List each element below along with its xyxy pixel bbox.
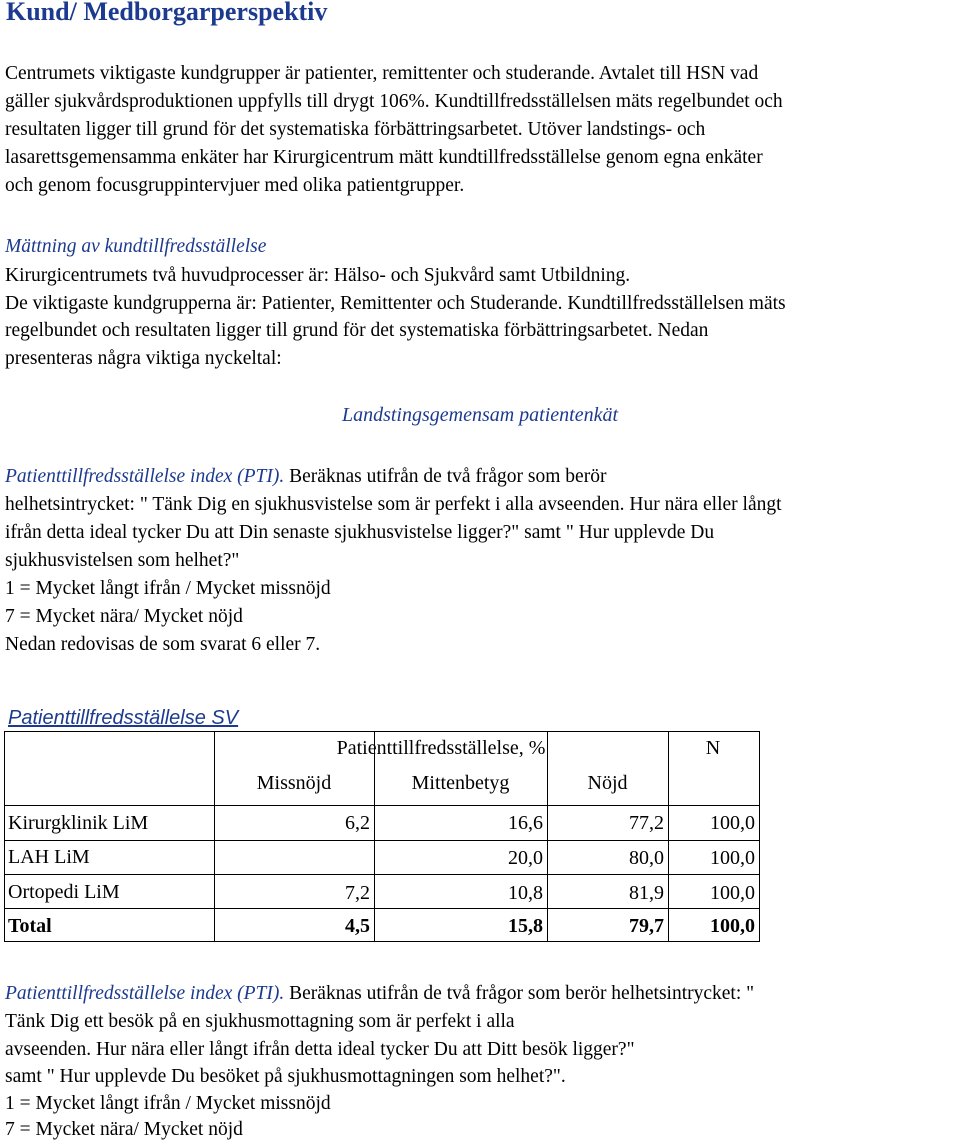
group-header: Patienttillfredsställelse, % [336,737,546,759]
row-name: Kirurgklinik LiM [8,812,149,834]
pti-label: Patienttillfredsställelse index (PTI). [5,983,285,1004]
cell-missnojd: 7,2 [345,882,370,904]
cell-nojd: 79,7 [629,915,664,937]
table-rule [547,732,548,941]
section3-line: samt " Hur upplevde Du besöket på sjukhusmottagningen som helhet?". [5,1066,566,1087]
section3-line: Tänk Dig ett besök på en sjukhusmottagning som är perfekt i alla [5,1011,515,1032]
table-rule [5,805,759,806]
section1-line: Kirurgicentrumets två huvudprocesser är: Hälso- och Sjukvård samt Utbildning. [5,265,631,286]
scale-high: 7 = Mycket nära/ Mycket nöjd [5,606,243,627]
intro-line: lasarettsgemensamma enkäter har Kirurgicentrum mätt kundtillfredsställelse genom egna enkäter [5,147,763,168]
section2-line: sjukhusvistelsen som helhet?" [5,550,240,571]
scale-low: 1 = Mycket långt ifrån / Mycket missnöjd [5,578,331,599]
cell-missnojd: 4,5 [345,915,370,937]
section-heading-patientenkat: Landstingsgemensam patientenkät [341,404,619,426]
table-rule [5,874,759,875]
section2-line: Nedan redovisas de som svarat 6 eller 7. [5,634,321,655]
col-header-missnojd: Missnöjd [256,772,332,794]
satisfaction-table [4,731,760,942]
cell-nojd: 77,2 [629,812,664,834]
section1-line: De viktigaste kundgrupperna är: Patienter, Remittenter och Studerande. Kundtillfredsställelsen mäts [5,293,786,314]
pti-label: Patienttillfredsställelse index (PTI). [5,466,285,487]
table-rule [5,840,759,841]
col-header-nojd: Nöjd [587,772,628,794]
table-rule [5,908,759,909]
cell-n: 100,0 [710,882,755,904]
section1-line: presenteras några viktiga nyckeltal: [5,348,282,369]
page-title: Kund/ Medborgarperspektiv [6,0,328,26]
row-name: Total [8,915,52,937]
cell-mittenbetyg: 10,8 [508,882,543,904]
section2-line: helhetsintrycket: " Tänk Dig en sjukhusvistelse som är perfekt i alla avseenden. Hur nära eller långt [5,494,782,515]
row-name: Ortopedi LiM [8,881,120,903]
table-rule [668,732,669,941]
col-header-mittenbetyg: Mittenbetyg [411,772,510,794]
scale-high: 7 = Mycket nära/ Mycket nöjd [5,1119,243,1140]
intro-line: Centrumets viktigaste kundgrupper är patienter, remittenter och studerande. Avtalet till HSN vad [5,63,759,84]
intro-line: resultaten ligger till grund för det systematiska förbättringsarbetet. Utöver landstings- och [5,119,706,140]
section1-line: regelbundet och resultaten ligger till grund för det systematiska förbättringsarbetet. Nedan [5,320,709,341]
cell-n: 100,0 [710,812,755,834]
pti-text: Beräknas utifrån de två frågor som berör helhetsintrycket: " [284,983,755,1004]
pti-text: Beräknas utifrån de två frågor som berör [284,466,607,487]
table-rule [214,732,215,941]
table-rule [374,732,375,941]
cell-nojd: 81,9 [629,882,664,904]
table-title: Patienttillfredsställelse SV [8,707,239,729]
cell-mittenbetyg: 15,8 [508,915,543,937]
section-heading-mattning: Mättning av kundtillfredsställelse [5,236,267,257]
row-name: LAH LiM [8,846,90,868]
n-header: N [705,737,721,759]
section2-line: ifrån detta ideal tycker Du att Din senaste sjukhusvistelse ligger?" samt " Hur upplevde Du [5,522,715,543]
cell-n: 100,0 [710,915,755,937]
section2-line [5,463,606,491]
cell-n: 100,0 [710,847,755,869]
cell-mittenbetyg: 16,6 [508,812,543,834]
intro-line: och genom focusgruppintervjuer med olika patientgrupper. [5,175,465,196]
cell-nojd: 80,0 [629,847,664,869]
intro-line: gäller sjukvårdsproduktionen uppfylls till drygt 106%. Kundtillfredsställelsen mäts regelbundet och [5,91,783,112]
scale-low: 1 = Mycket långt ifrån / Mycket missnöjd [5,1093,331,1114]
cell-missnojd: 6,2 [345,812,370,834]
section3-line: avseenden. Hur nära eller långt ifrån detta ideal tycker Du att Ditt besök ligger?" [5,1039,635,1060]
section3-line [5,980,754,1008]
cell-mittenbetyg: 20,0 [508,847,543,869]
